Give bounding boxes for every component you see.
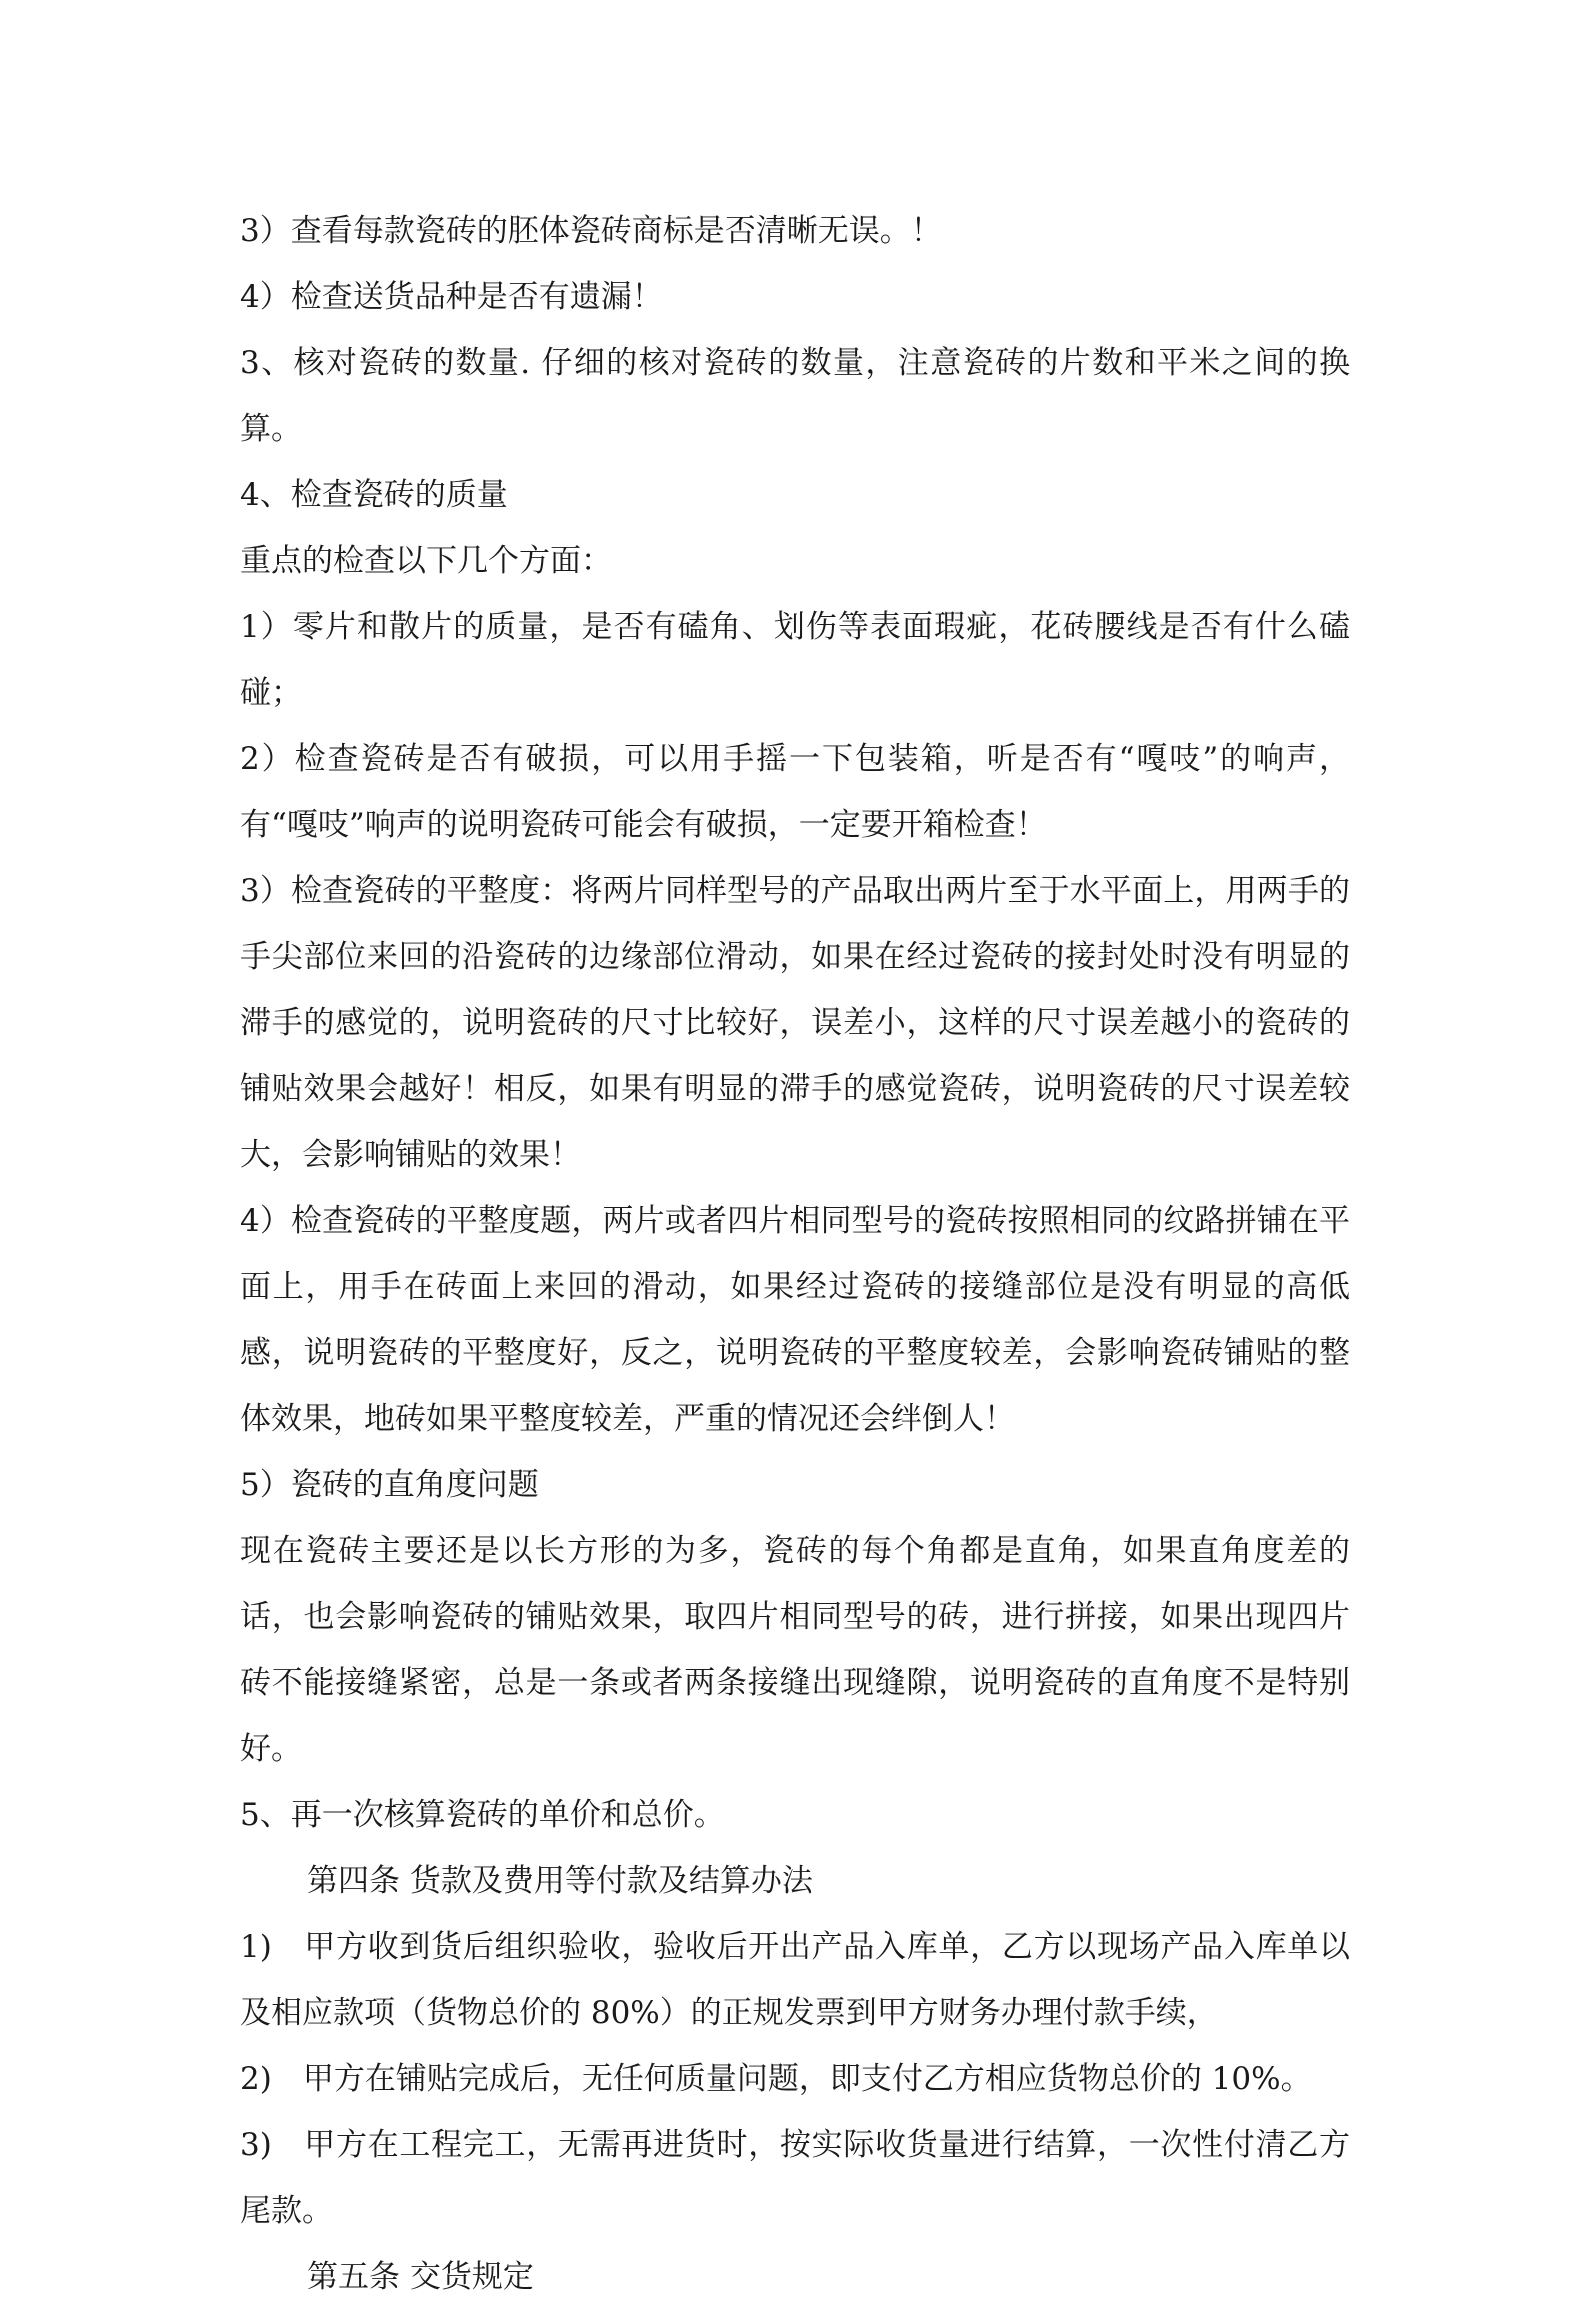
paragraph-right-angle-heading: 5）瓷砖的直角度问题 (240, 1467, 539, 1503)
article-4-heading: 第四条 货款及费用等付款及结算办法 (307, 1863, 813, 1899)
paragraph-key-points: 重点的检查以下几个方面： (240, 543, 612, 579)
paragraph-recalculate-price: 5、再一次核算瓷砖的单价和总价。 (240, 1797, 725, 1833)
paragraph-check-trademark: 3）查看每款瓷砖的胚体瓷砖商标是否清晰无误。！ (240, 213, 942, 249)
paragraph-check-flatness: 4）检查瓷砖的平整度题，两片或者四片相同型号的瓷砖按照相同的纹路拼铺在平面上，用手在砖面上来回的滑动，如果经过瓷砖的接缝部位是没有明显的高低感，说明瓷砖的平整度好，反之，说明瓷砖的平整度较差，会影响瓷砖铺贴的整体效果，地砖如果平整度较差，严重的情况还会绊倒人！ (240, 1203, 1350, 1437)
article-4-item-3: 3) 甲方在工程完工，无需再进货时，按实际收货量进行结算，一次性付清乙方尾款。 (240, 2127, 1350, 2229)
paragraph-piece-quality: 1）零片和散片的质量，是否有磕角、划伤等表面瑕疵，花砖腰线是否有什么磕碰； (240, 609, 1350, 711)
paragraph-verify-quantity: 3、核对瓷砖的数量. 仔细的核对瓷砖的数量，注意瓷砖的片数和平米之间的换算。 (240, 345, 1350, 447)
paragraph-check-missing: 4）检查送货品种是否有遗漏！ (240, 279, 663, 315)
document-body (240, 198, 1350, 2310)
article-4-item-2: 2) 甲方在铺贴完成后，无任何质量问题，即支付乙方相应货物总价的 10%。 (240, 2061, 1312, 2097)
paragraph-check-damage: 2）检查瓷砖是否有破损，可以用手摇一下包装箱，听是否有“嘎吱”的响声，有“嘎吱”响声的说明瓷砖可能会有破损，一定要开箱检查！ (240, 741, 1350, 843)
paragraph-right-angle: 现在瓷砖主要还是以长方形的为多，瓷砖的每个角都是直角，如果直角度差的话，也会影响瓷砖的铺贴效果，取四片相同型号的砖，进行拼接，如果出现四片砖不能接缝紧密，总是一条或者两条接缝出现缝隙，说明瓷砖的直角度不是特别好。 (240, 1533, 1350, 1767)
paragraph-check-flatness-size: 3）检查瓷砖的平整度：将两片同样型号的产品取出两片至于水平面上，用两手的手尖部位来回的沿瓷砖的边缘部位滑动，如果在经过瓷砖的接封处时没有明显的滞手的感觉的，说明瓷砖的尺寸比较好，误差小，这样的尺寸误差越小的瓷砖的铺贴效果会越好！相反，如果有明显的滞手的感觉瓷砖，说明瓷砖的尺寸误差较大，会影响铺贴的效果！ (240, 873, 1350, 1173)
paragraph-check-quality: 4、检查瓷砖的质量 (240, 477, 508, 513)
article-4-item-1: 1) 甲方收到货后组织验收，验收后开出产品入库单，乙方以现场产品入库单以及相应款项（货物总价的 80%）的正规发票到甲方财务办理付款手续， (240, 1929, 1350, 2031)
article-5-heading: 第五条 交货规定 (307, 2259, 534, 2295)
